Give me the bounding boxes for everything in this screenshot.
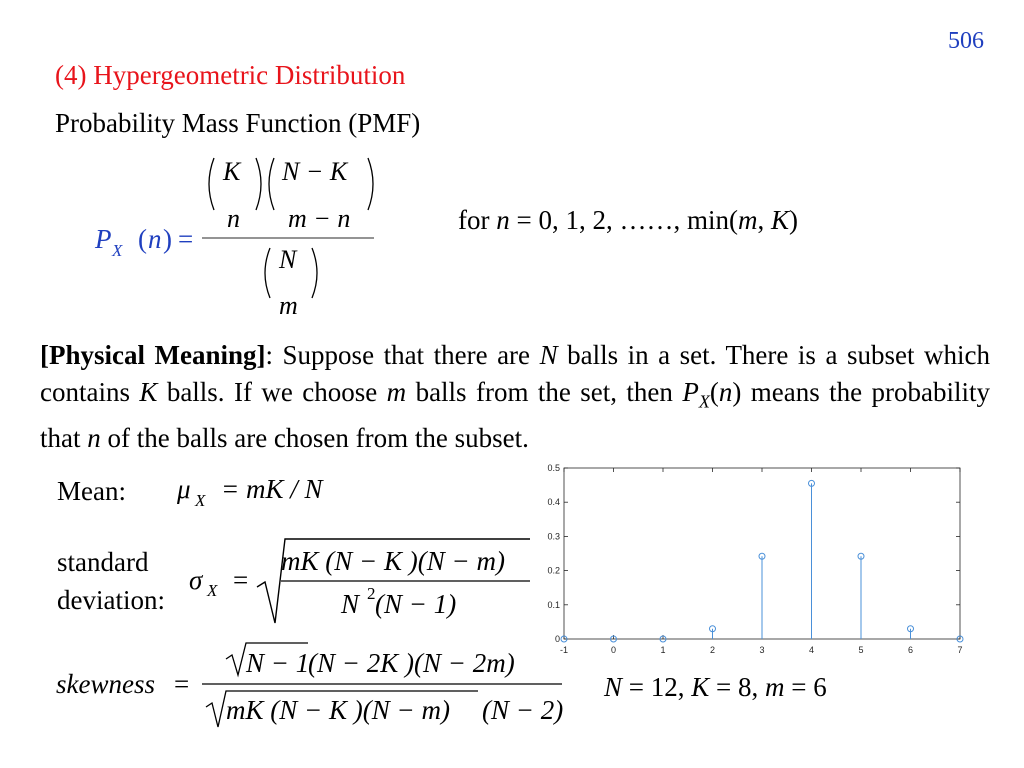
- pmf-formula: [90, 148, 390, 328]
- binom3-top: N: [279, 245, 297, 274]
- physical-meaning-label: [Physical Meaning]: [40, 340, 266, 370]
- binom3-right-paren: [312, 248, 317, 298]
- std-formula: [185, 535, 535, 627]
- mean-rhs: = mK / N: [221, 474, 323, 504]
- skewness-den-rest: (N − 2): [482, 695, 564, 725]
- y-tick-label: 0.4: [547, 497, 560, 508]
- mean-label: Mean:: [57, 476, 126, 506]
- pmf-lhs-P: P: [95, 224, 112, 254]
- params-caption: N = 12, K = 8, m = 6: [604, 672, 827, 702]
- pmf-condition: for n = 0, 1, 2, ……, min(m, K): [458, 205, 798, 235]
- pmf-lhs-sub: X: [112, 241, 123, 260]
- binom3-bottom: m: [279, 291, 298, 320]
- skewness-formula: [50, 637, 570, 731]
- std-sub: X: [207, 581, 218, 600]
- skewness-den-sqrt: mK (N − K )(N − m): [226, 695, 450, 725]
- pmf-heading: Probability Mass Function (PMF): [55, 108, 421, 138]
- pmf-lhs-arg: n: [148, 224, 162, 254]
- std-label: standard deviation:: [57, 547, 165, 615]
- x-tick-label: 2: [709, 645, 716, 655]
- y-tick-label: 0.5: [547, 463, 560, 473]
- pmf-lhs-close: ): [163, 224, 172, 254]
- skewness-label: skewness: [56, 669, 155, 699]
- binom1-top: K: [223, 157, 241, 186]
- page-number: 506: [948, 28, 984, 54]
- y-tick-label: 0.1: [547, 599, 560, 610]
- std-denominator-N: N: [341, 589, 360, 619]
- pmf-lhs-open: (: [138, 224, 147, 254]
- physical-meaning-paragraph: [Physical Meaning]: Suppose that there are N balls in a set. There is a subset which contains K balls. If we choose m balls from the set, then $P_X(n)$ means the probability that n of the balls are chosen from the subset.: [40, 340, 990, 454]
- binom1-bottom: n: [227, 204, 240, 233]
- skewness-equals: =: [174, 669, 190, 699]
- x-tick-label: 0: [610, 645, 617, 655]
- std-numerator: mK (N − K )(N − m): [281, 546, 505, 576]
- skewness-num-rest: (N − 2K )(N − 2m): [308, 648, 515, 678]
- x-tick-label: 6: [907, 645, 914, 655]
- y-tick-label: 0: [554, 634, 560, 644]
- x-tick-label: -1: [559, 645, 569, 655]
- x-tick-label: 4: [808, 645, 815, 655]
- binom2-right-paren: [368, 158, 373, 210]
- std-denominator-rest: (N − 1): [375, 589, 457, 619]
- skewness-num-sqrt: N − 1: [246, 648, 310, 678]
- section-title: (4) Hypergeometric Distribution: [55, 60, 406, 90]
- y-tick-label: 0.3: [547, 531, 560, 542]
- x-tick-label: 5: [858, 645, 864, 655]
- mean-formula: [175, 470, 375, 515]
- binom2-left-paren: [269, 158, 274, 210]
- std-denominator-exp: 2: [367, 584, 376, 603]
- mean-mu: μ: [177, 474, 191, 504]
- stem-chart: [530, 458, 970, 660]
- binom3-left-paren: [265, 248, 270, 298]
- mean-sub: X: [195, 491, 206, 510]
- x-tick-label: 7: [957, 645, 963, 655]
- std-sigma: σ: [189, 565, 203, 595]
- binom1-right-paren: [256, 158, 261, 210]
- y-tick-label: 0.2: [547, 565, 560, 576]
- pmf-equals: =: [178, 224, 194, 254]
- x-tick-label: 3: [759, 645, 765, 655]
- binom2-bottom: m − n: [288, 204, 351, 233]
- binom2-top: N − K: [282, 157, 348, 186]
- binom1-left-paren: [209, 158, 214, 210]
- std-equals: =: [233, 565, 249, 595]
- x-tick-label: 1: [660, 645, 666, 655]
